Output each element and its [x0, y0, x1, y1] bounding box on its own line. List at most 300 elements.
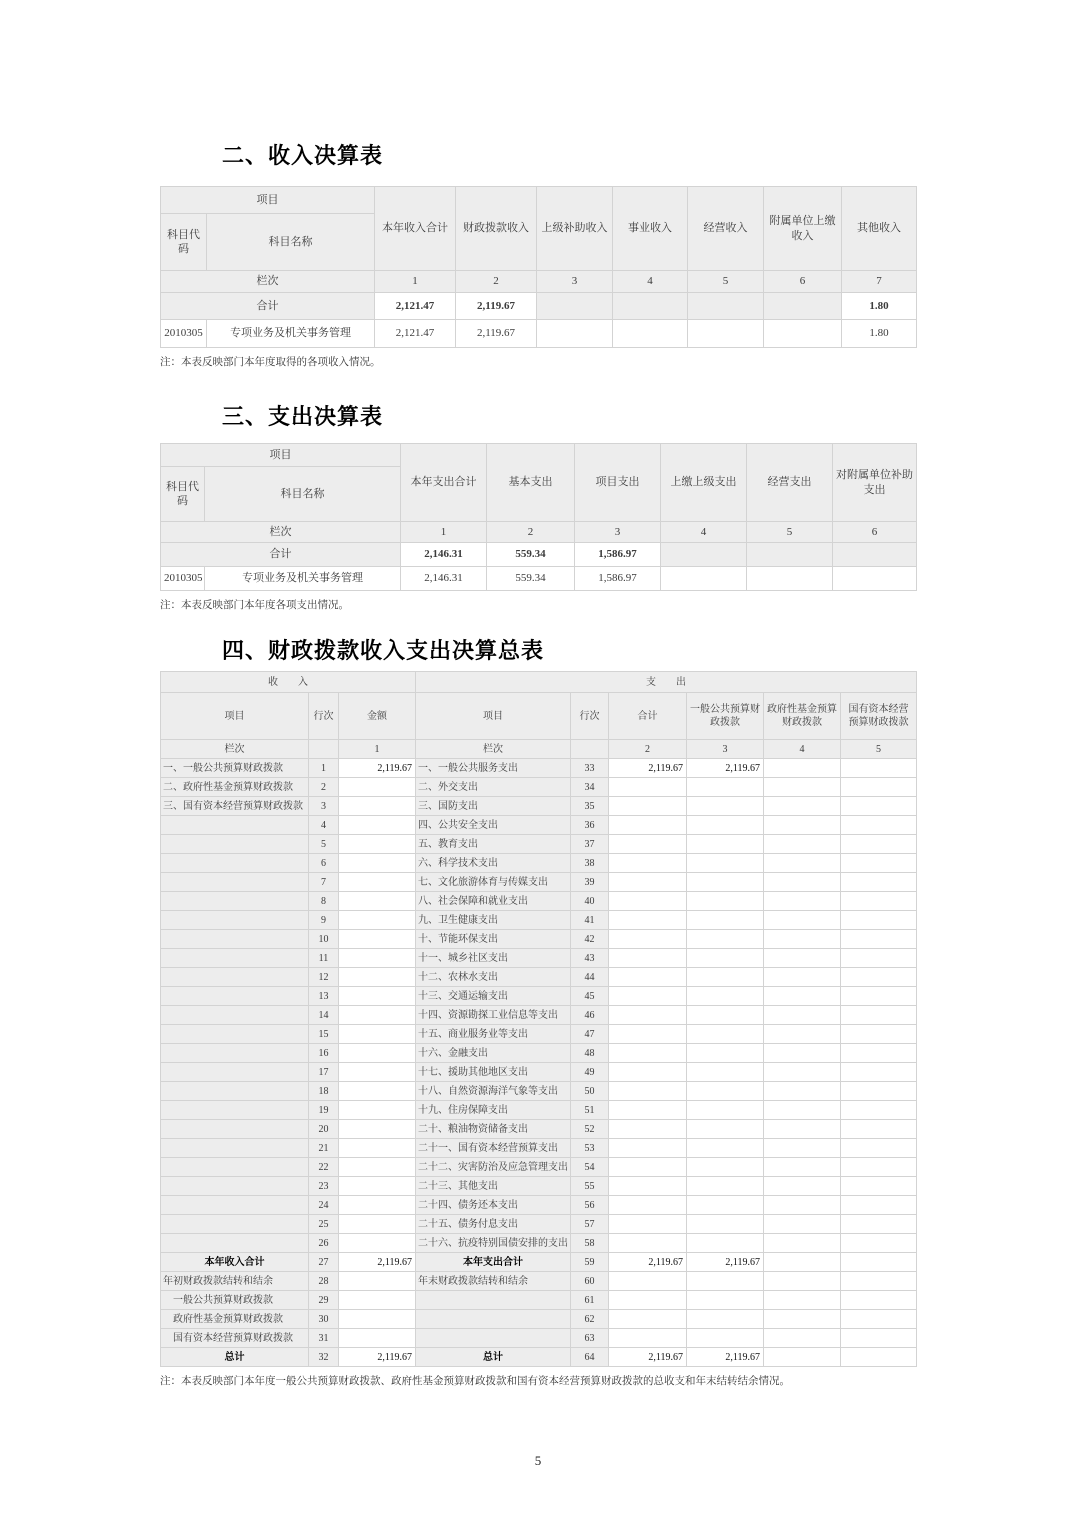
- summary-value-cell: [339, 1063, 416, 1082]
- summary-row: [161, 1310, 917, 1329]
- lanci-no: 2: [456, 271, 537, 293]
- summary-rowno-cell: 46: [571, 1006, 609, 1025]
- summary-rowno-cell: 64: [571, 1348, 609, 1367]
- summary-value-cell: [841, 1006, 917, 1025]
- summary-value-cell: [339, 1215, 416, 1234]
- summary-rowno-cell: 59: [571, 1253, 609, 1272]
- summary-value-cell: [764, 854, 841, 873]
- summary-value-cell: [339, 778, 416, 797]
- summary-item-cell: [161, 1120, 309, 1139]
- summary-row: [161, 1253, 917, 1272]
- summary-value-cell: [841, 1272, 917, 1291]
- col-header: 一般公共预算财政拨款: [687, 693, 764, 740]
- summary-rowno-cell: 32: [309, 1348, 339, 1367]
- summary-item-cell: 二十三、其他支出: [416, 1177, 571, 1196]
- summary-value-cell: [609, 987, 687, 1006]
- summary-item-cell: 四、公共安全支出: [416, 816, 571, 835]
- summary-value-cell: [687, 949, 764, 968]
- summary-item-cell: 本年支出合计: [416, 1253, 571, 1272]
- lanci-no: 4: [661, 522, 747, 543]
- income-col-header: 经营收入: [688, 187, 764, 271]
- summary-item-cell: 二、政府性基金预算财政拨款: [161, 778, 309, 797]
- summary-item-cell: [161, 1063, 309, 1082]
- summary-item-cell: 十七、援助其他地区支出: [416, 1063, 571, 1082]
- summary-row: [161, 778, 917, 797]
- summary-item-cell: [161, 873, 309, 892]
- summary-row: [161, 930, 917, 949]
- cell-value: 559.34: [487, 567, 575, 591]
- expense-col-header: 对附属单位补助支出: [833, 444, 917, 522]
- summary-row: [161, 1177, 917, 1196]
- summary-item-cell: 二十二、灾害防治及应急管理支出: [416, 1158, 571, 1177]
- lanci-no: 4: [613, 271, 688, 293]
- summary-rowno-cell: 49: [571, 1063, 609, 1082]
- col-header: 项目: [416, 693, 571, 740]
- summary-rowno-cell: 54: [571, 1158, 609, 1177]
- summary-item-cell: 十八、自然资源海洋气象等支出: [416, 1082, 571, 1101]
- summary-rowno-cell: 40: [571, 892, 609, 911]
- cell-value: [764, 320, 842, 348]
- summary-row: [161, 1044, 917, 1063]
- summary-value-cell: [764, 1348, 841, 1367]
- summary-value-cell: [687, 987, 764, 1006]
- summary-item-cell: 二十、粮油物资储备支出: [416, 1120, 571, 1139]
- summary-row: [161, 873, 917, 892]
- summary-item-cell: [161, 1139, 309, 1158]
- summary-value-cell: [841, 816, 917, 835]
- summary-item-cell: 十五、商业服务业等支出: [416, 1025, 571, 1044]
- subject-code: 2010305: [161, 320, 207, 348]
- summary-value-cell: [687, 930, 764, 949]
- summary-value-cell: 2,119.67: [339, 1253, 416, 1272]
- expense-col-header: 基本支出: [487, 444, 575, 522]
- summary-rowno-cell: 31: [309, 1329, 339, 1348]
- summary-value-cell: [841, 1101, 917, 1120]
- summary-value-cell: [841, 1063, 917, 1082]
- expense-code-header: 科目代码: [161, 467, 205, 522]
- summary-row: [161, 1329, 917, 1348]
- summary-value-cell: [609, 1291, 687, 1310]
- summary-value-cell: [687, 892, 764, 911]
- summary-value-cell: [841, 1329, 917, 1348]
- summary-row: [161, 949, 917, 968]
- summary-item-cell: 二十一、国有资本经营预算支出: [416, 1139, 571, 1158]
- summary-item-cell: 总计: [161, 1348, 309, 1367]
- expense-lanci-row: [161, 522, 917, 543]
- summary-value-cell: [841, 1177, 917, 1196]
- summary-row: [161, 1025, 917, 1044]
- summary-value-cell: [764, 778, 841, 797]
- income-table: [160, 186, 917, 348]
- summary-value-cell: [609, 930, 687, 949]
- summary-item-cell: 七、文化旅游体育与传媒支出: [416, 873, 571, 892]
- expense-corner-label: 项目: [161, 444, 401, 467]
- summary-value-cell: [841, 759, 917, 778]
- summary-value-cell: [339, 1329, 416, 1348]
- summary-value-cell: [841, 835, 917, 854]
- total-value: [661, 543, 747, 567]
- summary-rowno-cell: 47: [571, 1025, 609, 1044]
- cell-value: [537, 320, 613, 348]
- summary-value-cell: [609, 1272, 687, 1291]
- summary-value-cell: [687, 1006, 764, 1025]
- total-value: 1,586.97: [575, 543, 661, 567]
- summary-value-cell: [687, 1139, 764, 1158]
- summary-rowno-cell: 14: [309, 1006, 339, 1025]
- summary-value-cell: [764, 987, 841, 1006]
- summary-table-body: [161, 759, 917, 1367]
- summary-value-cell: [339, 911, 416, 930]
- summary-value-cell: [339, 1310, 416, 1329]
- lanci-no: 5: [841, 740, 917, 759]
- page-content: [160, 0, 916, 1469]
- summary-value-cell: [841, 1291, 917, 1310]
- summary-value-cell: [339, 873, 416, 892]
- summary-item-cell: 二十五、债务付息支出: [416, 1215, 571, 1234]
- summary-value-cell: [841, 968, 917, 987]
- summary-rowno-cell: 42: [571, 930, 609, 949]
- cell-value: [747, 567, 833, 591]
- summary-item-cell: [161, 1006, 309, 1025]
- summary-item-cell: [161, 987, 309, 1006]
- summary-value-cell: [687, 911, 764, 930]
- summary-value-cell: [339, 1025, 416, 1044]
- expense-col-header: 本年支出合计: [401, 444, 487, 522]
- summary-rowno-cell: 23: [309, 1177, 339, 1196]
- summary-row: [161, 1101, 917, 1120]
- summary-rowno-cell: 29: [309, 1291, 339, 1310]
- summary-value-cell: [609, 1196, 687, 1215]
- summary-value-cell: [339, 1006, 416, 1025]
- summary-value-cell: [841, 854, 917, 873]
- total-label: 合计: [161, 543, 401, 567]
- summary-value-cell: [609, 797, 687, 816]
- summary-value-cell: [609, 1006, 687, 1025]
- expense-table: [160, 443, 917, 591]
- summary-value-cell: [687, 1063, 764, 1082]
- summary-rowno-cell: 7: [309, 873, 339, 892]
- summary-rowno-cell: 16: [309, 1044, 339, 1063]
- total-value: 1.80: [842, 293, 917, 320]
- summary-value-cell: [339, 1139, 416, 1158]
- summary-item-cell: 年末财政拨款结转和结余: [416, 1272, 571, 1291]
- expense-col-header: 经营支出: [747, 444, 833, 522]
- summary-rowno-cell: 4: [309, 816, 339, 835]
- total-value: [833, 543, 917, 567]
- summary-value-cell: 2,119.67: [339, 1348, 416, 1367]
- summary-item-cell: 一般公共预算财政拨款: [161, 1291, 309, 1310]
- summary-item-cell: 十一、城乡社区支出: [416, 949, 571, 968]
- summary-value-cell: [609, 778, 687, 797]
- summary-table-note: 注：本表反映部门本年度一般公共预算财政拨款、政府性基金预算财政拨款和国有资本经营预算财政拨款的总收支和年末结转结余情况。: [160, 1376, 790, 1387]
- summary-value-cell: [339, 968, 416, 987]
- summary-row: [161, 1158, 917, 1177]
- summary-row: [161, 759, 917, 778]
- total-value: 2,121.47: [375, 293, 456, 320]
- summary-value-cell: [609, 1177, 687, 1196]
- summary-table-title: 四、财政拨款收入支出决算总表: [222, 638, 545, 663]
- lanci-no: 1: [401, 522, 487, 543]
- summary-item-cell: 十六、金融支出: [416, 1044, 571, 1063]
- income-lanci-row: [161, 271, 917, 293]
- summary-rowno-cell: 37: [571, 835, 609, 854]
- income-name-header: 科目名称: [207, 214, 375, 271]
- summary-rowno-cell: 20: [309, 1120, 339, 1139]
- total-value: [613, 293, 688, 320]
- summary-rowno-cell: 60: [571, 1272, 609, 1291]
- summary-value-cell: [609, 1025, 687, 1044]
- summary-value-cell: [687, 835, 764, 854]
- summary-value-cell: [764, 873, 841, 892]
- summary-value-cell: [339, 1177, 416, 1196]
- summary-value-cell: [609, 1082, 687, 1101]
- summary-value-cell: [764, 1101, 841, 1120]
- income-header-row-1: [161, 187, 917, 214]
- summary-rowno-cell: 38: [571, 854, 609, 873]
- summary-value-cell: [841, 1215, 917, 1234]
- summary-rowno-cell: 62: [571, 1310, 609, 1329]
- summary-value-cell: [339, 1044, 416, 1063]
- summary-value-cell: [841, 1196, 917, 1215]
- summary-value-cell: [687, 1234, 764, 1253]
- summary-item-cell: 一、一般公共预算财政拨款: [161, 759, 309, 778]
- summary-value-cell: [687, 1044, 764, 1063]
- summary-rowno-cell: 13: [309, 987, 339, 1006]
- summary-rowno-cell: 33: [571, 759, 609, 778]
- expense-data-row: [161, 567, 917, 591]
- summary-rowno-cell: 57: [571, 1215, 609, 1234]
- summary-value-cell: [687, 1158, 764, 1177]
- summary-rowno-cell: 22: [309, 1158, 339, 1177]
- lanci-no: 4: [764, 740, 841, 759]
- summary-value-cell: [687, 1082, 764, 1101]
- lanci-no: 6: [764, 271, 842, 293]
- summary-value-cell: [764, 1044, 841, 1063]
- summary-item-cell: [161, 1196, 309, 1215]
- summary-item-cell: [161, 1082, 309, 1101]
- summary-header-row: [161, 693, 917, 740]
- summary-rowno-cell: 10: [309, 930, 339, 949]
- summary-row: [161, 1196, 917, 1215]
- summary-table: [160, 671, 917, 1367]
- summary-value-cell: [687, 1291, 764, 1310]
- summary-value-cell: 2,119.67: [687, 1253, 764, 1272]
- summary-row: [161, 816, 917, 835]
- income-col-header: 财政拨款收入: [456, 187, 537, 271]
- summary-value-cell: [609, 892, 687, 911]
- summary-value-cell: [339, 1196, 416, 1215]
- summary-row: [161, 1272, 917, 1291]
- summary-value-cell: [764, 1082, 841, 1101]
- cell-value: 2,119.67: [456, 320, 537, 348]
- summary-value-cell: [764, 835, 841, 854]
- summary-value-cell: [841, 797, 917, 816]
- summary-item-cell: [416, 1310, 571, 1329]
- summary-row: [161, 892, 917, 911]
- summary-value-cell: [687, 1272, 764, 1291]
- summary-value-cell: [764, 759, 841, 778]
- total-value: [688, 293, 764, 320]
- income-col-header: 事业收入: [613, 187, 688, 271]
- income-total-row: [161, 293, 917, 320]
- summary-item-cell: 十二、农林水支出: [416, 968, 571, 987]
- summary-rowno-cell: 34: [571, 778, 609, 797]
- summary-value-cell: [841, 1348, 917, 1367]
- summary-rowno-cell: 1: [309, 759, 339, 778]
- summary-rowno-cell: 63: [571, 1329, 609, 1348]
- income-col-header: 本年收入合计: [375, 187, 456, 271]
- col-header: 合计: [609, 693, 687, 740]
- summary-item-cell: 二十四、债务还本支出: [416, 1196, 571, 1215]
- summary-item-cell: [161, 911, 309, 930]
- cell-value: 2,146.31: [401, 567, 487, 591]
- summary-value-cell: 2,119.67: [687, 759, 764, 778]
- lanci-no: 7: [842, 271, 917, 293]
- summary-rowno-cell: 8: [309, 892, 339, 911]
- subject-name: 专项业务及机关事务管理: [205, 567, 401, 591]
- summary-value-cell: [687, 816, 764, 835]
- summary-value-cell: [764, 1234, 841, 1253]
- lanci-label: 栏次: [161, 271, 375, 293]
- summary-section-row: [161, 672, 917, 693]
- summary-value-cell: [609, 1101, 687, 1120]
- summary-rowno-cell: 55: [571, 1177, 609, 1196]
- summary-item-cell: 总计: [416, 1348, 571, 1367]
- summary-value-cell: [841, 1253, 917, 1272]
- summary-item-cell: 年初财政拨款结转和结余: [161, 1272, 309, 1291]
- summary-rowno-cell: 51: [571, 1101, 609, 1120]
- page-number: 5: [534, 1453, 542, 1468]
- summary-item-cell: 八、社会保障和就业支出: [416, 892, 571, 911]
- summary-rowno-cell: 56: [571, 1196, 609, 1215]
- lanci-no: 5: [688, 271, 764, 293]
- summary-rowno-cell: 52: [571, 1120, 609, 1139]
- col-header: 行次: [571, 693, 609, 740]
- summary-rowno-cell: 25: [309, 1215, 339, 1234]
- summary-rowno-cell: 9: [309, 911, 339, 930]
- lanci-empty: [309, 740, 339, 759]
- summary-row: [161, 1291, 917, 1310]
- lanci-no: 3: [537, 271, 613, 293]
- summary-value-cell: [841, 1120, 917, 1139]
- summary-item-cell: 五、教育支出: [416, 835, 571, 854]
- summary-rowno-cell: 50: [571, 1082, 609, 1101]
- summary-rowno-cell: 44: [571, 968, 609, 987]
- summary-value-cell: [764, 1196, 841, 1215]
- summary-value-cell: [609, 1063, 687, 1082]
- summary-row: [161, 854, 917, 873]
- summary-value-cell: [841, 1310, 917, 1329]
- summary-value-cell: [687, 1196, 764, 1215]
- cell-value: 2,121.47: [375, 320, 456, 348]
- summary-value-cell: [841, 1082, 917, 1101]
- lanci-no: 5: [747, 522, 833, 543]
- summary-rowno-cell: 21: [309, 1139, 339, 1158]
- summary-rowno-cell: 27: [309, 1253, 339, 1272]
- cell-value: [661, 567, 747, 591]
- summary-value-cell: [764, 1272, 841, 1291]
- summary-value-cell: [339, 949, 416, 968]
- summary-value-cell: [687, 797, 764, 816]
- summary-row: [161, 987, 917, 1006]
- col-header: 政府性基金预算财政拨款: [764, 693, 841, 740]
- summary-value-cell: [687, 1101, 764, 1120]
- summary-value-cell: [764, 816, 841, 835]
- summary-value-cell: [764, 1025, 841, 1044]
- summary-item-cell: [161, 930, 309, 949]
- summary-rowno-cell: 45: [571, 987, 609, 1006]
- summary-rowno-cell: 61: [571, 1291, 609, 1310]
- lanci-no: 3: [687, 740, 764, 759]
- summary-item-cell: 九、卫生健康支出: [416, 911, 571, 930]
- summary-value-cell: [687, 854, 764, 873]
- lanci-label: 栏次: [416, 740, 571, 759]
- lanci-label: 栏次: [161, 522, 401, 543]
- summary-item-cell: 二十六、抗疫特别国债安排的支出: [416, 1234, 571, 1253]
- cell-value: [833, 567, 917, 591]
- lanci-label: 栏次: [161, 740, 309, 759]
- lanci-no: 2: [609, 740, 687, 759]
- summary-value-cell: [764, 930, 841, 949]
- summary-rowno-cell: 15: [309, 1025, 339, 1044]
- summary-item-cell: [161, 854, 309, 873]
- income-section-header: 收 入: [161, 672, 416, 693]
- summary-value-cell: [609, 968, 687, 987]
- income-col-header: 附属单位上缴收入: [764, 187, 842, 271]
- summary-item-cell: 十、节能环保支出: [416, 930, 571, 949]
- summary-value-cell: [339, 1101, 416, 1120]
- lanci-no: 1: [339, 740, 416, 759]
- summary-value-cell: [609, 1120, 687, 1139]
- summary-value-cell: [339, 797, 416, 816]
- summary-value-cell: [764, 797, 841, 816]
- summary-value-cell: 2,119.67: [609, 1348, 687, 1367]
- summary-value-cell: [609, 1139, 687, 1158]
- summary-value-cell: [687, 1177, 764, 1196]
- summary-value-cell: [764, 1215, 841, 1234]
- summary-value-cell: [764, 892, 841, 911]
- summary-value-cell: [609, 854, 687, 873]
- total-value: [764, 293, 842, 320]
- summary-value-cell: [764, 968, 841, 987]
- summary-item-cell: [161, 835, 309, 854]
- subject-name: 专项业务及机关事务管理: [207, 320, 375, 348]
- summary-rowno-cell: 35: [571, 797, 609, 816]
- summary-value-cell: [609, 816, 687, 835]
- summary-value-cell: 2,119.67: [609, 1253, 687, 1272]
- summary-value-cell: [687, 778, 764, 797]
- summary-rowno-cell: 36: [571, 816, 609, 835]
- summary-row: [161, 968, 917, 987]
- summary-value-cell: [339, 816, 416, 835]
- total-label: 合计: [161, 293, 375, 320]
- summary-value-cell: [609, 1215, 687, 1234]
- summary-value-cell: [687, 1310, 764, 1329]
- lanci-no: 2: [487, 522, 575, 543]
- summary-value-cell: [339, 1082, 416, 1101]
- income-data-row: [161, 320, 917, 348]
- summary-rowno-cell: 41: [571, 911, 609, 930]
- summary-value-cell: [841, 1234, 917, 1253]
- summary-value-cell: [841, 949, 917, 968]
- summary-value-cell: [764, 949, 841, 968]
- summary-item-cell: 三、国有资本经营预算财政拨款: [161, 797, 309, 816]
- total-value: 2,146.31: [401, 543, 487, 567]
- summary-value-cell: [609, 1234, 687, 1253]
- summary-rowno-cell: 48: [571, 1044, 609, 1063]
- summary-value-cell: [609, 873, 687, 892]
- lanci-no: 1: [375, 271, 456, 293]
